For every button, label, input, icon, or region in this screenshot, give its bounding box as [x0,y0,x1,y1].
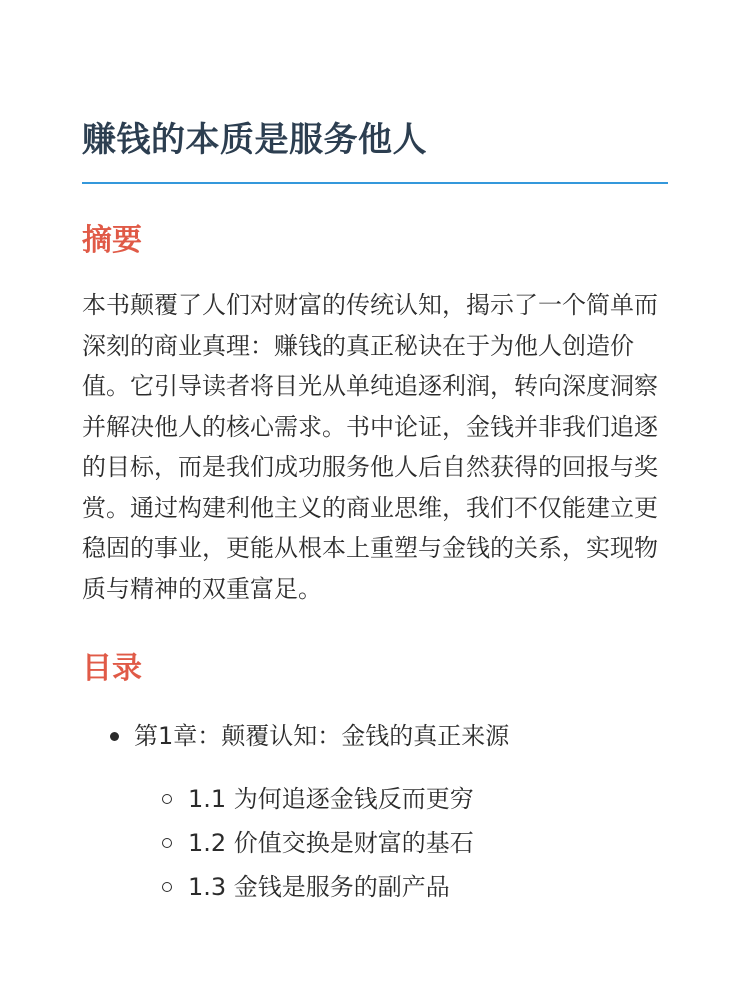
toc-list [82,717,668,755]
bullet-circle-icon [162,838,172,848]
bullet-circle-icon [162,882,172,892]
toc-section-1-3 [82,865,668,909]
toc-sublist [82,777,668,909]
bullet-disc-icon [110,732,119,741]
bullet-circle-icon [162,794,172,804]
toc-section-1-2 [82,821,668,865]
toc-section-label: 1.1 为何追逐金钱反而更穷 [188,785,474,813]
summary-paragraph: 本书颠覆了人们对财富的传统认知，揭示了一个简单而深刻的商业真理：赚钱的真正秘诀在于为他人创造价值。它引导读者将目光从单纯追逐利润，转向深度洞察并解决他人的核心需求。书中论证，金钱并非我们追逐的目标，而是我们成功服务他人后自然获得的回报与奖赏。通过构建利他主义的商业思维，我们不仅能建立更稳固的事业，更能从根本上重塑与金钱的关系，实现物质与精神的双重富足。 [82,291,658,603]
title-divider [82,182,668,184]
toc-chapter-label: 第1章：颠覆认知：金钱的真正来源 [134,722,510,750]
toc-section-label: 1.2 价值交换是财富的基石 [188,829,474,857]
toc-heading: 目录 [82,651,142,686]
toc-section-1-1 [82,777,668,821]
page-title: 赚钱的本质是服务他人 [82,120,427,160]
summary-heading: 摘要 [82,223,142,258]
toc-section-label: 1.3 金钱是服务的副产品 [188,873,450,901]
toc-chapter-1 [82,717,668,755]
